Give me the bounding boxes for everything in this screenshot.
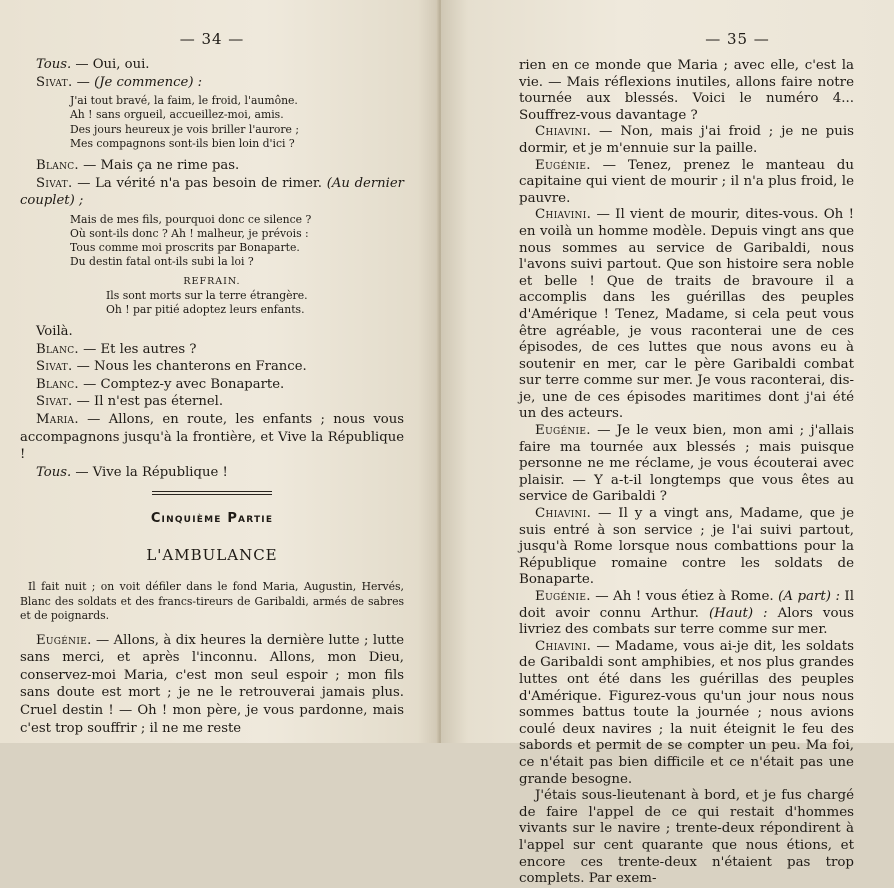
dialogue-line: Blanc. — Mais ça ne rime pas. xyxy=(36,158,240,173)
page-left xyxy=(0,0,440,743)
dialogue-line: Voilà. xyxy=(36,324,73,339)
song-verse: Mais de mes fils, pourquoi donc ce silence ? Où sont-ils donc ? Ah ! malheur, je prévois : Tous comme moi proscrits par Bonaparte. Du destin fatal ont-ils subi la loi ? xyxy=(70,212,312,269)
scene-title: L'AMBULANCE xyxy=(146,546,278,565)
dialogue-line: Tous. — Vive la République ! xyxy=(36,464,228,480)
dialogue-line: Sivat. — Il n'est pas éternel. xyxy=(36,394,224,410)
dialogue-line: Eugénie. — Tenez, prenez le manteau du capitaine qui vient de mourir ; il n'a plus froid, le pauvre. xyxy=(519,157,854,206)
dialogue-line: Chiavini. — Madame, vous ai-je dit, les soldats de Garibaldi sont amphibies, et nos plus grandes luttes ont été dans les guérillas des peuples d'Amérique. Figurez-vous qu'un jour nous nous sommes battus toute la journée ; nous avions coulé deux navires ; la nuit éteignit le feu des sabords et permit de se compter un peu. Ma foi, ce n'était pas bien difficile et ce n'était pas une grande besogne. xyxy=(519,638,854,787)
song-verse: J'ai tout bravé, la faim, le froid, l'aumône. Ah ! sans orgueil, accueillez-moi, amis. Des jours heureux je vois briller l'aurore ; Mes compagnons sont-ils bien loin d'ici ? xyxy=(70,94,299,150)
dialogue-line: Chiavini. — Non, mais j'ai froid ; je ne puis dormir, et je m'ennuie sur la paille. xyxy=(519,124,854,156)
part-title: Cinquième Partie xyxy=(150,511,274,527)
stage-direction: Il fait nuit ; on voit défiler dans le fond Maria, Augustin, Hervés, Blanc des soldats et des francs-tireurs de Garibaldi, armés de sabres et de poignards. xyxy=(20,580,404,623)
dialogue-line: J'étais sous-lieutenant à bord, et je fus chargé de faire l'appel de ce qui restait d'hommes vivants sur le navire ; trente-deux répondirent à l'appel sur cent quarante que nous étions, et encore ces trente-deux n'étaient pas trop complets. Par exem- xyxy=(519,788,854,887)
dialogue-line: Eugénie. — Ah ! vous étiez à Rome. (A part) : Il doit avoir connu Arthur. (Haut) : Alors vous livriez des combats sur terre comme sur mer. xyxy=(519,589,854,638)
dialogue-line: Maria. — Allons, en route, les enfants ; nous vous accompagnons jusqu'à la frontière, et Vive la République ! xyxy=(20,411,404,463)
page-number-right: — 35 — xyxy=(705,30,770,48)
section-divider xyxy=(152,491,272,495)
dialogue-line: Chiavini. — Il y a vingt ans, Madame, que je suis entré à son service ; je l'ai suivi partout, jusqu'à Rome lorsque nous combattions pour la République romaine contre les soldats de Bonaparte. xyxy=(519,506,854,588)
dialogue-line: rien en ce monde que Maria ; avec elle, c'est la vie. — Mais réflexions inutiles, allons faire notre tournée aux blessés. Voici le numéro 4... Souffrez-vous davantage ? xyxy=(519,58,854,123)
dialogue-line: Sivat. — La vérité n'a pas besoin de rimer. (Au dernier couplet) ; xyxy=(20,175,404,209)
page-right xyxy=(441,0,894,887)
dialogue-line: Blanc. — Comptez-y avec Bonaparte. xyxy=(36,376,285,392)
page-number-left: — 34 — xyxy=(179,30,245,48)
dialogue-line: Blanc. — Et les autres ? xyxy=(36,341,197,357)
dialogue-line: Eugénie. — Je le veux bien, mon ami ; j'allais faire ma tournée aux blessés ; mais puisque personne ne me réclame, je vous écouterai avec plaisir. — Y a-t-il longtemps que vous êtes au service de Garibaldi ? xyxy=(519,423,854,505)
refrain-verse: Ils sont morts sur la terre étrangère. Oh ! par pitié adoptez leurs enfants. xyxy=(106,288,308,316)
refrain-heading: REFRAIN. xyxy=(183,275,241,287)
dialogue-line: Eugénie. — Allons, à dix heures la dernière lutte ; lutte sans merci, et après l'inconnu. Allons, mon Dieu, conservez-moi Maria, c'est mon seul espoir ; mon fils sans doute est mort ; je ne le retrouverai jamais plus. Cruel destin ! — Oh ! mon père, je vous pardonne, mais c'est trop souffrir ; il ne me reste xyxy=(20,632,404,736)
dialogue-line: Chiavini. — Il vient de mourir, dites-vous. Oh ! en voilà un homme modèle. Depuis vingt ans que nous sommes au service de Garibaldi, nous l'avons suivi partout. Que son histoire sera noble et belle ! Que de traits de bravoure il a accomplis dans les guérillas des peuples d'Amérique ! Tenez, Madame, si cela peut vous être agréable, je vous raconterai une de ces épisodes, de ces luttes que nous avons eu à soutenir en mer, car le père Garibaldi combat sur terre comme sur mer. Je vous raconterai, dis-je, une de ces épisodes maritimes dont j'ai été un des acteurs. xyxy=(519,207,854,422)
dialogue-line: Tous. — Oui, oui. xyxy=(36,57,150,72)
dialogue-line: Sivat. — Nous les chanterons en France. xyxy=(36,359,307,375)
dialogue-line: Sivat. — (Je commence) : xyxy=(36,74,203,90)
